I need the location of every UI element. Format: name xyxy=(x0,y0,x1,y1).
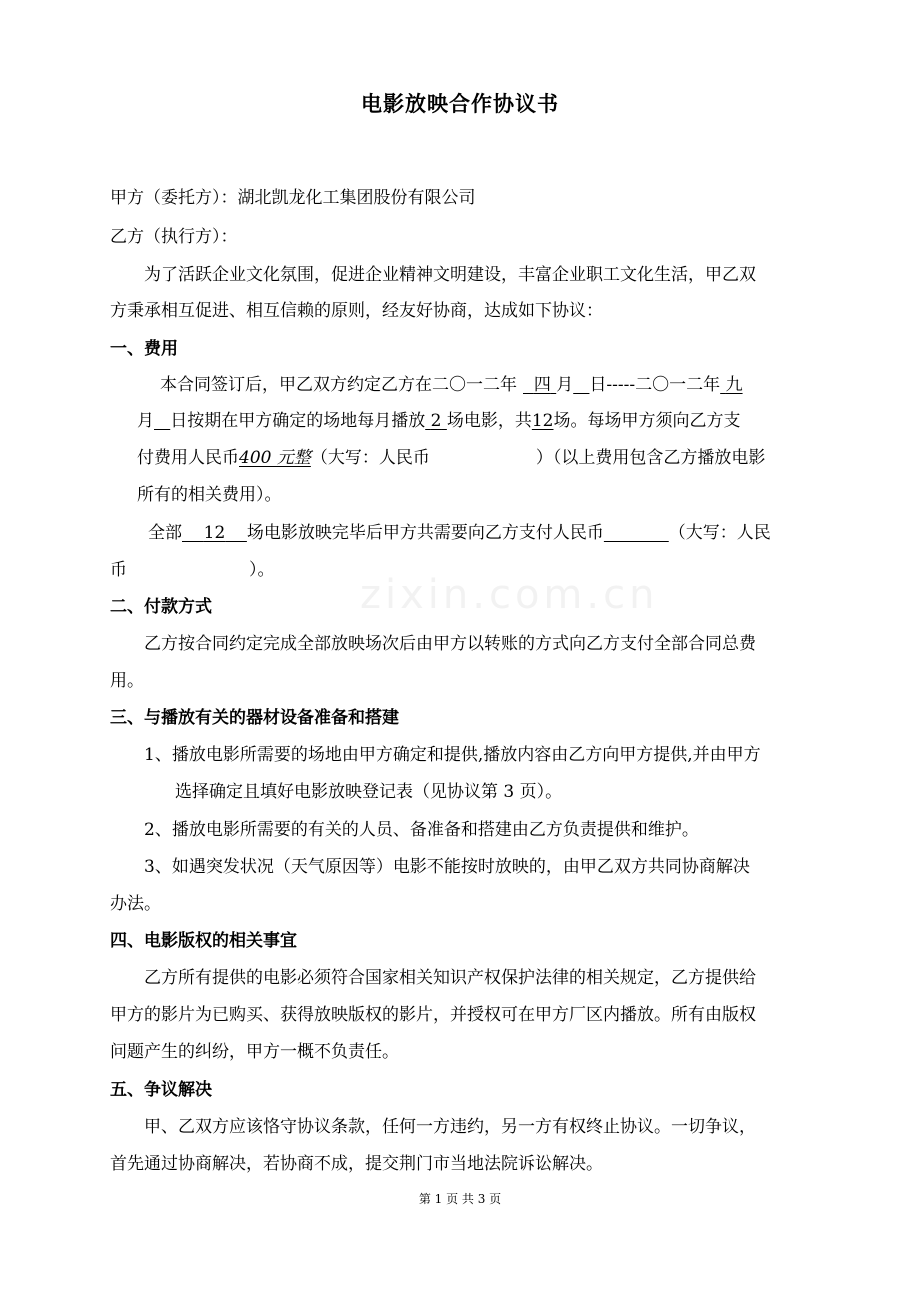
fee-value: 400 元整 xyxy=(239,448,311,468)
section1-line-4: 所有的相关费用）。 xyxy=(137,485,282,505)
section1-line-2-text-c: 场电影，共 xyxy=(446,411,532,431)
section1-line-6-text-b: ）。 xyxy=(249,560,275,580)
total-amount-field xyxy=(604,523,669,543)
section1-line-2 xyxy=(137,409,741,433)
total-screenings-value-2: 12 xyxy=(203,523,226,543)
section4-heading: 四、电影版权的相关事宜 xyxy=(110,931,297,951)
section1-line-3-text-a: 付费用人民币 xyxy=(137,448,239,468)
section3-item-2: 2、播放电影所需要的有关的人员、备准备和搭建由乙方负责提供和维护。 xyxy=(144,820,699,840)
section4-line-1: 乙方所有提供的电影必须符合国家相关知识产权保护法律的相关规定，乙方提供给 xyxy=(144,968,756,988)
page-footer: 第 1 页 共 3 页 xyxy=(418,1192,502,1206)
section3-heading: 三、与播放有关的器材设备准备和搭建 xyxy=(110,708,399,728)
section1-line-1-text-a: 本合同签订后，甲乙双方约定乙方在二〇一二年 xyxy=(160,375,517,395)
section1-line-5-text-b: 场电影放映完毕后甲方共需要向乙方支付人民币 xyxy=(246,523,604,543)
per-month-value: 2 xyxy=(430,411,442,431)
total-screenings-value: 12 xyxy=(531,411,554,431)
section2-heading: 二、付款方式 xyxy=(110,597,212,617)
end-month-value: 九 xyxy=(725,375,743,395)
section1-line-3-text-b: （大写：人民币 xyxy=(310,448,430,468)
section1-line-3 xyxy=(137,446,765,470)
section4-line-2: 甲方的影片为已购买、获得放映版权的影片，并授权可在甲方厂区内播放。所有由版权 xyxy=(110,1005,756,1025)
section1-line-6 xyxy=(110,558,275,582)
section5-line-1: 甲、乙双方应该恪守协议条款，任何一方违约，另一方有权终止协议。一切争议， xyxy=(144,1117,756,1137)
section1-line-5-text-a: 全部 xyxy=(148,523,182,543)
section3-item-3-line-1: 3、如遇突发状况（天气原因等）电影不能按时放映的，由甲乙双方共同协商解决 xyxy=(144,857,750,877)
document-title: 电影放映合作协议书 xyxy=(361,91,559,116)
section3-item-1-line-1: 1、播放电影所需要的场地由甲方确定和提供,播放内容由乙方向甲方提供,并由甲方 xyxy=(144,745,761,765)
section5-line-2: 首先通过协商解决，若协商不成，提交荆门市当地法院诉讼解决。 xyxy=(110,1154,603,1174)
total-screenings-field xyxy=(182,523,247,543)
per-month-field xyxy=(425,411,447,431)
section1-line-2-text-b: 日按期在甲方确定的场地每月播放 xyxy=(170,411,426,431)
section1-line-3-text-c: ）（以上费用包含乙方播放电影 xyxy=(535,448,766,468)
section1-line-5-text-c: （大写：人民 xyxy=(668,523,771,543)
section1-line-2-text-a: 月 xyxy=(137,411,154,431)
start-month-value: 四 xyxy=(533,375,551,395)
section1-line-5 xyxy=(148,521,771,545)
section1-line-6-text-a: 币 xyxy=(110,560,127,580)
section1-line-2-text-d: 场。每场甲方须向乙方支 xyxy=(553,411,741,431)
section1-line-1-text-c: 日-----二〇一二年 xyxy=(589,375,721,395)
section1-heading: 一、费用 xyxy=(110,339,178,359)
section2-line-1: 乙方按合同约定完成全部放映场次后由甲方以转账的方式向乙方支付全部合同总费 xyxy=(144,634,756,654)
section2-line-2: 用。 xyxy=(110,671,144,691)
party-a-line: 甲方（委托方）：湖北凯龙化工集团股份有限公司 xyxy=(110,188,476,208)
section4-line-3: 问题产生的纠纷，甲方一概不负责任。 xyxy=(110,1042,399,1062)
intro-line-2: 方秉承相互促进、相互信赖的原则，经友好协商，达成如下协议： xyxy=(110,301,603,321)
section1-line-1 xyxy=(160,373,743,397)
section5-heading: 五、争议解决 xyxy=(110,1080,212,1100)
end-month-field xyxy=(720,375,742,395)
section3-item-3-line-2: 办法。 xyxy=(110,894,161,914)
end-day-field xyxy=(154,411,170,431)
start-month-field xyxy=(523,375,556,395)
section1-line-1-text-b: 月 xyxy=(556,375,574,395)
start-day-field xyxy=(573,375,589,395)
section3-item-1-line-2: 选择确定且填好电影放映登记表（见协议第 3 页）。 xyxy=(175,782,563,802)
party-b-line: 乙方（执行方）： xyxy=(110,227,238,247)
watermark: zixin.com.cn xyxy=(360,572,659,618)
intro-line-1: 为了活跃企业文化氛围，促进企业精神文明建设，丰富企业职工文化生活，甲乙双 xyxy=(144,265,756,285)
